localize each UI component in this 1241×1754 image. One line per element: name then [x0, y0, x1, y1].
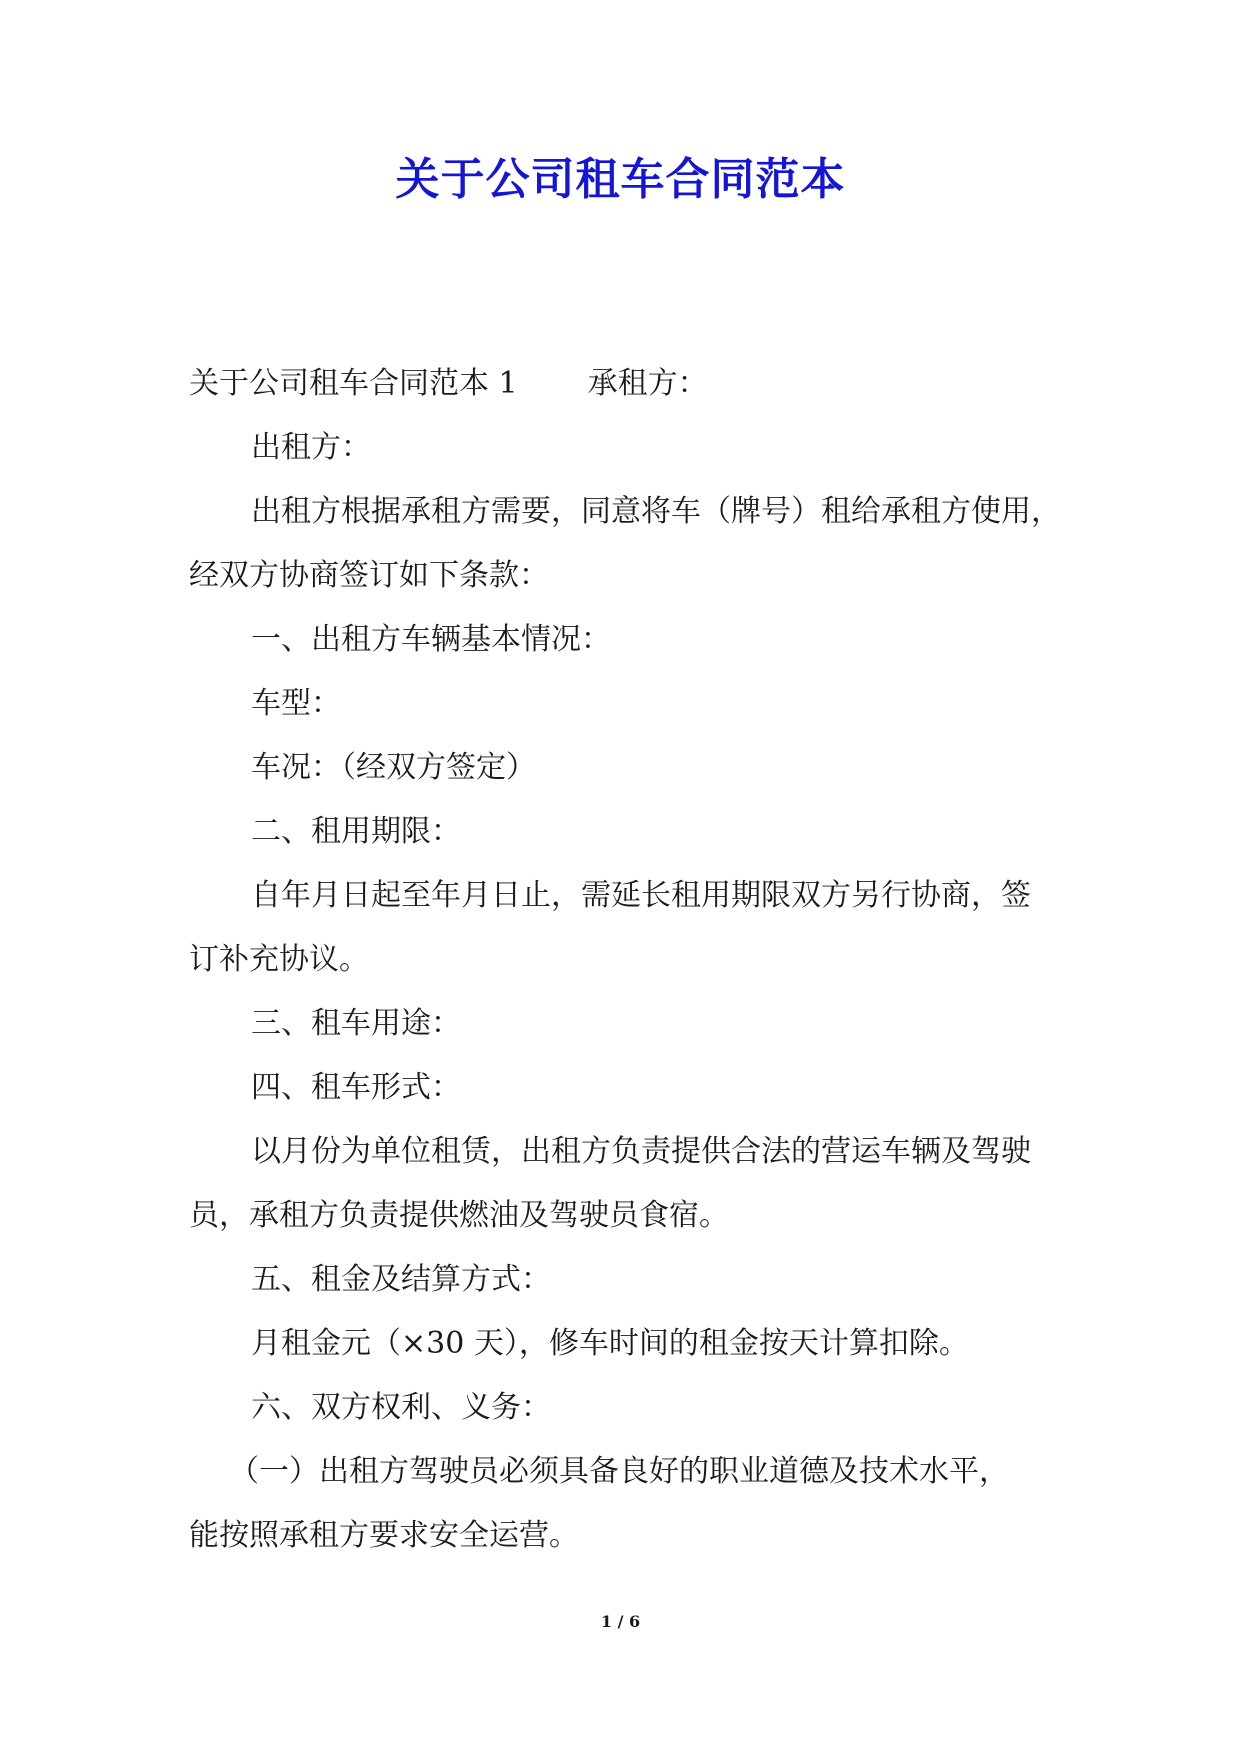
section-heading: 三、租车用途：: [251, 1006, 461, 1041]
paragraph-line: 出租方根据承租方需要，同意将车（牌号）租给承租方使用，: [251, 494, 1061, 529]
paragraph-line: 员，承租方负责提供燃油及驾驶员食宿。: [189, 1198, 729, 1233]
paragraph-line: 车型：: [251, 686, 341, 721]
section-heading: 一、出租方车辆基本情况：: [251, 622, 611, 657]
contract-heading: 关于公司租车合同范本 1: [189, 366, 518, 401]
paragraph-line: 月租金元（×30 天），修车时间的租金按天计算扣除。: [251, 1326, 969, 1361]
section-heading: 二、租用期限：: [251, 814, 461, 849]
paragraph-line: （一）出租方驾驶员必须具备良好的职业道德及技术水平，: [229, 1454, 1009, 1489]
section-heading: 六、双方权利、义务：: [251, 1390, 551, 1425]
paragraph-line: 车况：（经双方签定）: [251, 750, 536, 785]
section-heading: 五、租金及结算方式：: [251, 1262, 551, 1297]
lessee-label: 承租方：: [587, 366, 708, 401]
paragraph-line: 订补充协议。: [189, 942, 369, 977]
paragraph-line: 能按照承租方要求安全运营。: [189, 1518, 579, 1553]
paragraph-line: 以月份为单位租赁，出租方负责提供合法的营运车辆及驾驶: [251, 1134, 1031, 1169]
document-title: 关于公司租车合同范本: [395, 154, 846, 205]
lessor-label: 出租方：: [251, 430, 371, 465]
paragraph-line: [189, 352, 1069, 416]
section-heading: 四、租车形式：: [251, 1070, 461, 1105]
paragraph-line: 经双方协商签订如下条款：: [189, 558, 549, 593]
document-body: [189, 352, 1069, 1568]
page-number: 1 / 6: [600, 1612, 641, 1631]
paragraph-line: 自年月日起至年月日止，需延长租用期限双方另行协商，签: [251, 878, 1031, 913]
